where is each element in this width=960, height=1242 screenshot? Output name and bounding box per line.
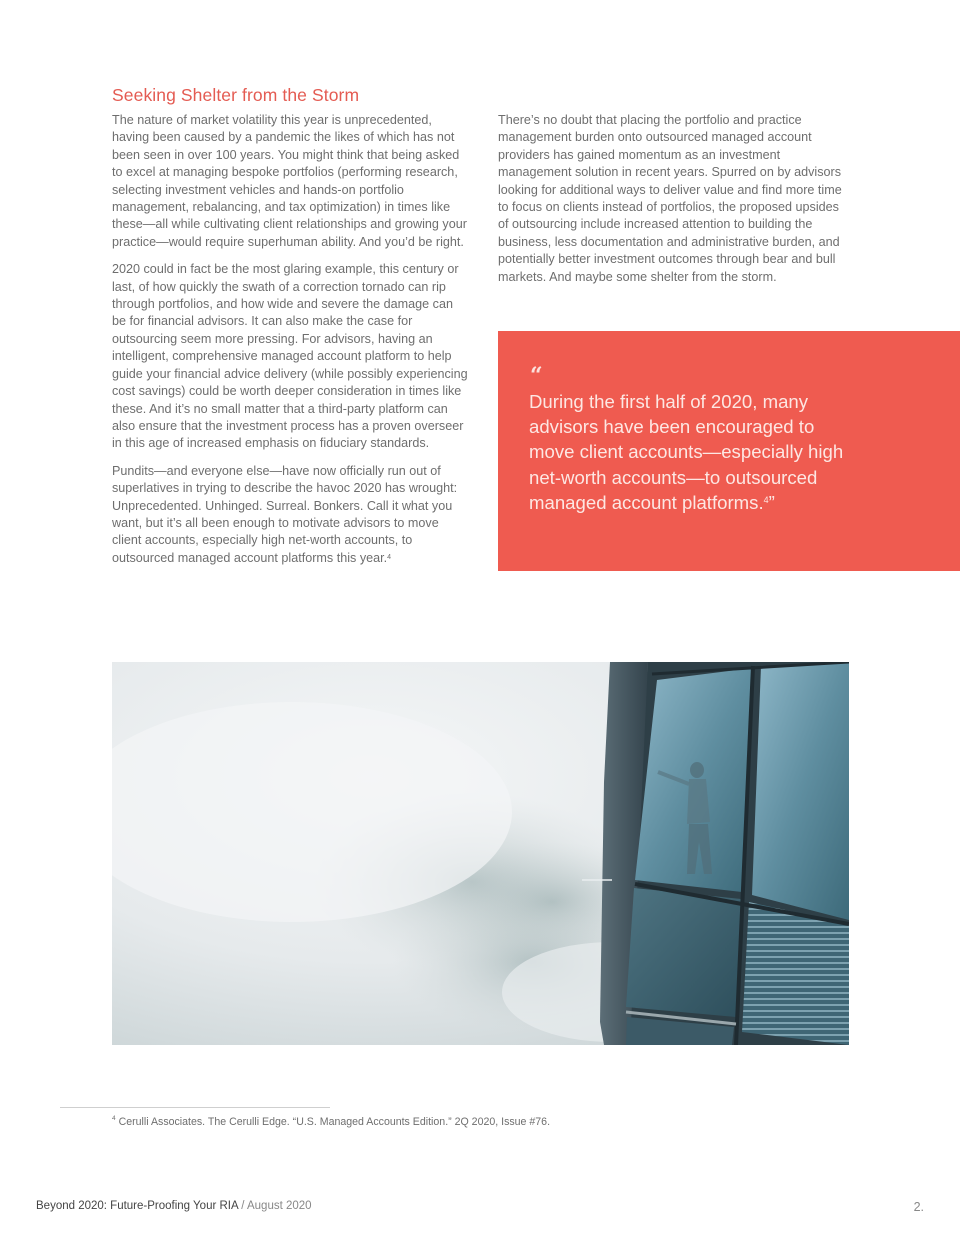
footnote — [112, 1116, 550, 1128]
section-heading: Seeking Shelter from the Storm — [112, 85, 360, 105]
footnote-reference[interactable]: 4 — [387, 553, 392, 561]
footnote-number: 4 — [112, 1115, 116, 1122]
page-number: 2. — [913, 1200, 924, 1214]
footnote-divider — [60, 1107, 330, 1108]
footnote-reference[interactable]: 4 — [763, 494, 769, 505]
footer-publication — [36, 1200, 312, 1212]
fog-building-image — [112, 662, 849, 1045]
paragraph — [112, 463, 468, 567]
photo-building-in-fog — [112, 662, 849, 1045]
footer-separator: / — [238, 1200, 247, 1212]
pull-quote-text — [529, 389, 859, 515]
paragraph-text: Pundits—and everyone else—have now officially run out of superlatives in trying to describe the havoc 2020 has wrought: Unprecedented. Unhinged. Surreal. Bonkers. Call it what you want, but it’s all been enough to motivate advisors to move client accounts, especially high net-worth accounts, to outsourced managed account platforms this year. — [112, 463, 458, 565]
pull-quote — [498, 331, 960, 571]
left-column — [112, 112, 468, 577]
paragraph: There’s no doubt that placing the portfolio and practice management burden onto outsourced managed account providers has gained momentum as an investment management solution in recent years. Spurred on by advisors looking for additional ways to deliver value and find more time to focus on clients instead of portfolios, the proposed upsides of outsourcing include increased attention to building the business, less documentation and administrative burden, and potentially better investment outcomes through bear and bull markets. And maybe some shelter from the storm. — [498, 113, 842, 284]
paragraph: The nature of market volatility this year is unprecedented, having been caused by a pandemic the likes of which has not been seen in over 100 years. You might think that being asked to excel at managing bespoke portfolios (performing research, selecting investment vehicles and hands-on portfolio management, rebalancing, and tax optimization) in times like these—all while cultivating client relationships and growing your practice—would require superhuman ability. And you’d be right. — [112, 113, 467, 249]
publication-title: Beyond 2020: Future-Proofing Your RIA — [36, 1200, 239, 1212]
publication-date: August 2020 — [246, 1200, 312, 1212]
pull-quote-body: During the first half of 2020, many advisors have been encouraged to move client accounts—especially high net-worth accounts—to outsourced managed account platforms. — [529, 391, 844, 513]
footnote-text: Cerulli Associates. The Cerulli Edge. “U.S. Managed Accounts Edition.” 2Q 2020, Issue #76. — [118, 1116, 551, 1128]
right-column — [498, 112, 848, 296]
open-quote-icon: “ — [530, 363, 543, 389]
close-quote-mark: ” — [768, 491, 775, 513]
paragraph: 2020 could in fact be the most glaring example, this century or last, of how quickly the swath of a correction tornado can rip through portfolios, and how wide and severe the damage can be for financial advisors. It can also make the case for outsourcing seem more pressing. For advisors, having an intelligent, comprehensive managed account platform to help guide your financial advice delivery (while possibly experiencing cost savings) could be worth deeper consideration in times like these. And it’s no small matter that a third-party platform can also ensure that the investment process has a proven overseer in this age of increased emphasis on fiduciary standards. — [112, 262, 468, 451]
